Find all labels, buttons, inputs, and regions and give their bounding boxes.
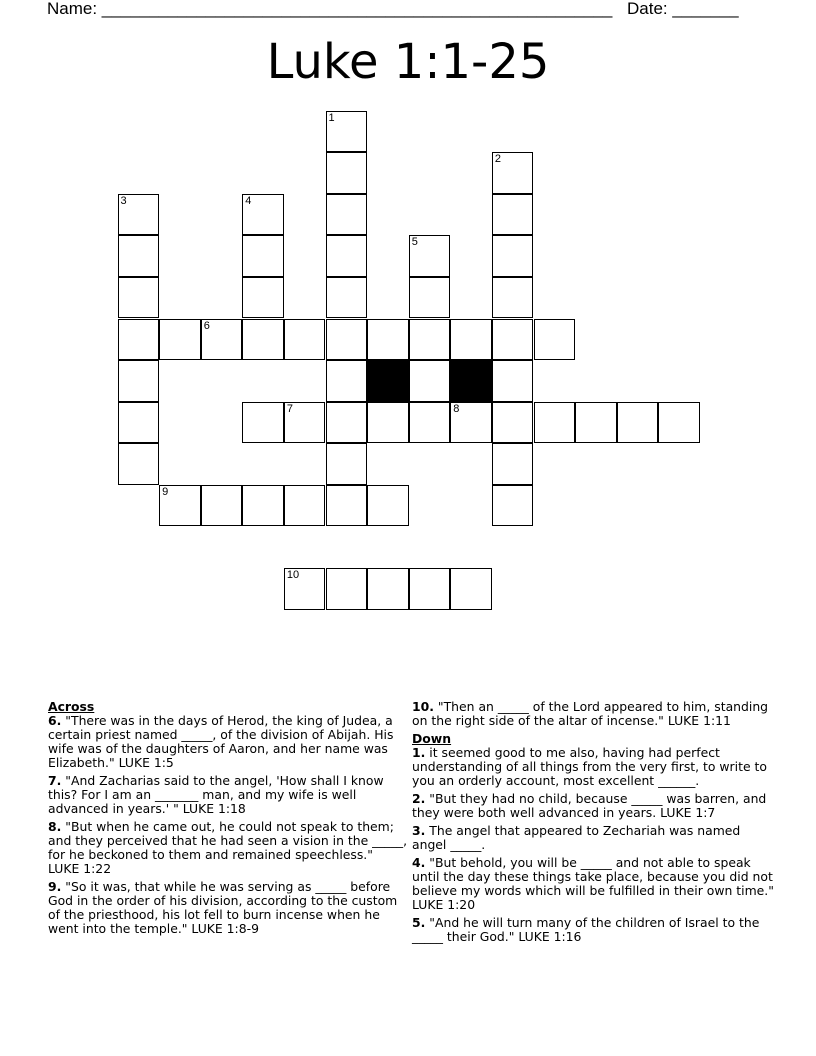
crossword-cell[interactable] bbox=[118, 194, 160, 236]
clue-number: 10. bbox=[412, 699, 434, 714]
down-heading: Down bbox=[412, 731, 452, 746]
crossword-cell[interactable] bbox=[118, 402, 160, 444]
crossword-cell[interactable] bbox=[409, 402, 451, 444]
crossword-cell[interactable] bbox=[326, 443, 368, 485]
clue-text: "But behold, you will be _____ and not able to speak until the day these things take place, because you did not believe my words which will be fulfilled in their own time." LUKE 1:20 bbox=[412, 855, 774, 912]
crossword-cell[interactable] bbox=[492, 402, 534, 444]
crossword-cell[interactable] bbox=[617, 402, 659, 444]
cell-number: 4 bbox=[245, 194, 252, 207]
clue-text: "And he will turn many of the children of Israel to the _____ their God." LUKE 1:16 bbox=[412, 915, 760, 944]
cell-number: 8 bbox=[453, 402, 460, 415]
crossword-cell[interactable] bbox=[118, 319, 160, 361]
crossword-cell[interactable] bbox=[492, 235, 534, 277]
crossword-cell[interactable] bbox=[450, 319, 492, 361]
across-clue-10 bbox=[412, 700, 774, 728]
crossword-cell[interactable] bbox=[367, 402, 409, 444]
blocked-cell bbox=[367, 360, 409, 402]
cell-number: 7 bbox=[286, 402, 294, 415]
crossword-cell[interactable] bbox=[326, 111, 368, 153]
crossword-cell[interactable] bbox=[242, 277, 284, 319]
crossword-cell[interactable] bbox=[658, 402, 700, 444]
clue-text: "There was in the days of Herod, the king of Judea, a certain priest named _____, of the division of Abijah. His wife was of the daughters of Aaron, and her name was Elizabeth." LUKE 1:5 bbox=[48, 713, 394, 770]
cell-number: 9 bbox=[162, 485, 169, 498]
down-clue-2 bbox=[412, 792, 774, 820]
crossword-cell[interactable] bbox=[492, 485, 534, 527]
blocked-cell bbox=[450, 360, 492, 402]
crossword-cell[interactable] bbox=[118, 277, 160, 319]
crossword-cell[interactable] bbox=[326, 319, 368, 361]
cell-number: 3 bbox=[120, 194, 127, 207]
cell-number: 5 bbox=[411, 236, 418, 249]
down-clue-1 bbox=[412, 746, 774, 788]
across-heading: Across bbox=[48, 699, 95, 714]
crossword-cell[interactable] bbox=[284, 568, 326, 610]
down-clue-4 bbox=[412, 856, 774, 912]
cell-number: 2 bbox=[494, 153, 502, 166]
clue-number: 1. bbox=[412, 745, 426, 760]
crossword-cell[interactable] bbox=[284, 485, 326, 527]
crossword-cell[interactable] bbox=[242, 402, 284, 444]
crossword-cell[interactable] bbox=[409, 360, 451, 402]
clue-text: The angel that appeared to Zechariah was named angel _____. bbox=[412, 823, 741, 852]
crossword-cell[interactable] bbox=[534, 319, 576, 361]
crossword-cell[interactable] bbox=[118, 443, 160, 485]
clue-text: "Then an _____ of the Lord appeared to him, standing on the right side of the altar of incense." LUKE 1:11 bbox=[412, 699, 769, 728]
down-clue-3 bbox=[412, 824, 774, 852]
crossword-cell[interactable] bbox=[492, 152, 534, 194]
crossword-cell[interactable] bbox=[575, 402, 617, 444]
crossword-cell[interactable] bbox=[326, 277, 368, 319]
crossword-cell[interactable] bbox=[450, 568, 492, 610]
down-clue-5 bbox=[412, 916, 774, 944]
crossword-cell[interactable] bbox=[201, 485, 243, 527]
cell-number: 6 bbox=[203, 319, 210, 332]
cell-number: 1 bbox=[328, 111, 335, 124]
crossword-cell[interactable] bbox=[492, 360, 534, 402]
crossword-cell[interactable] bbox=[409, 568, 451, 610]
name-field[interactable]: Name: ______________________________________________________ bbox=[47, 0, 613, 18]
crossword-cell[interactable] bbox=[118, 235, 160, 277]
crossword-cell[interactable] bbox=[492, 319, 534, 361]
crossword-cell[interactable] bbox=[326, 152, 368, 194]
clue-number: 3. bbox=[412, 823, 426, 838]
crossword-cell[interactable] bbox=[367, 319, 409, 361]
across-clue-6 bbox=[48, 714, 408, 770]
crossword-cell[interactable] bbox=[242, 319, 284, 361]
crossword-cell[interactable] bbox=[284, 319, 326, 361]
crossword-cell[interactable] bbox=[326, 402, 368, 444]
crossword-cell[interactable] bbox=[242, 235, 284, 277]
crossword-cell[interactable] bbox=[367, 485, 409, 527]
crossword-cell[interactable] bbox=[326, 235, 368, 277]
crossword-cell[interactable] bbox=[242, 194, 284, 236]
crossword-cell[interactable] bbox=[367, 568, 409, 610]
crossword-cell[interactable] bbox=[326, 194, 368, 236]
across-clue-8 bbox=[48, 820, 408, 876]
crossword-cell[interactable] bbox=[159, 485, 201, 527]
crossword-cell[interactable] bbox=[492, 194, 534, 236]
crossword-cell[interactable] bbox=[534, 402, 576, 444]
clues-right-column bbox=[412, 700, 774, 948]
crossword-cell[interactable] bbox=[326, 485, 368, 527]
clue-number: 2. bbox=[412, 791, 426, 806]
crossword-cell[interactable] bbox=[492, 277, 534, 319]
crossword-cell[interactable] bbox=[409, 319, 451, 361]
crossword-cell[interactable] bbox=[159, 319, 201, 361]
crossword-cell[interactable] bbox=[326, 568, 368, 610]
clue-number: 9. bbox=[48, 879, 62, 894]
clue-number: 7. bbox=[48, 773, 62, 788]
cell-number: 10 bbox=[286, 569, 300, 582]
clue-number: 5. bbox=[412, 915, 426, 930]
across-clue-9 bbox=[48, 880, 408, 936]
date-field[interactable]: Date: _______ bbox=[627, 0, 739, 18]
clue-text: "And Zacharias said to the angel, 'How shall I know this? For I am an _______ man, and my wife is well advanced in years.' " LUKE 1:18 bbox=[48, 773, 384, 816]
clue-text: "So it was, that while he was serving as _____ before God in the order of his division, according to the custom of the priesthood, his lot fell to burn incense when he went into the temple." LUKE 1:8-9 bbox=[48, 879, 398, 936]
crossword-cell[interactable] bbox=[409, 277, 451, 319]
clues-left-column bbox=[48, 700, 408, 940]
page-title: Luke 1:1-25 bbox=[266, 34, 550, 90]
crossword-cell[interactable] bbox=[409, 235, 451, 277]
clue-text: "But they had no child, because _____ was barren, and they were both well advanced in years. LUKE 1:7 bbox=[412, 791, 767, 820]
crossword-cell[interactable] bbox=[326, 360, 368, 402]
crossword-cell[interactable] bbox=[450, 402, 492, 444]
crossword-cell[interactable] bbox=[284, 402, 326, 444]
clue-number: 6. bbox=[48, 713, 62, 728]
crossword-cell[interactable] bbox=[492, 443, 534, 485]
crossword-cell[interactable] bbox=[118, 360, 160, 402]
crossword-cell[interactable] bbox=[242, 485, 284, 527]
clue-number: 4. bbox=[412, 855, 426, 870]
crossword-cell[interactable] bbox=[201, 319, 243, 361]
clue-text: "But when he came out, he could not speak to them; and they perceived that he had seen a vision in the _____, for he beckoned to them and remained speechless." LUKE 1:22 bbox=[48, 819, 408, 876]
clue-number: 8. bbox=[48, 819, 62, 834]
clue-text: it seemed good to me also, having had perfect understanding of all things from the very first, to write to you an orderly account, most excellent ______. bbox=[412, 745, 767, 788]
across-clue-7 bbox=[48, 774, 408, 816]
